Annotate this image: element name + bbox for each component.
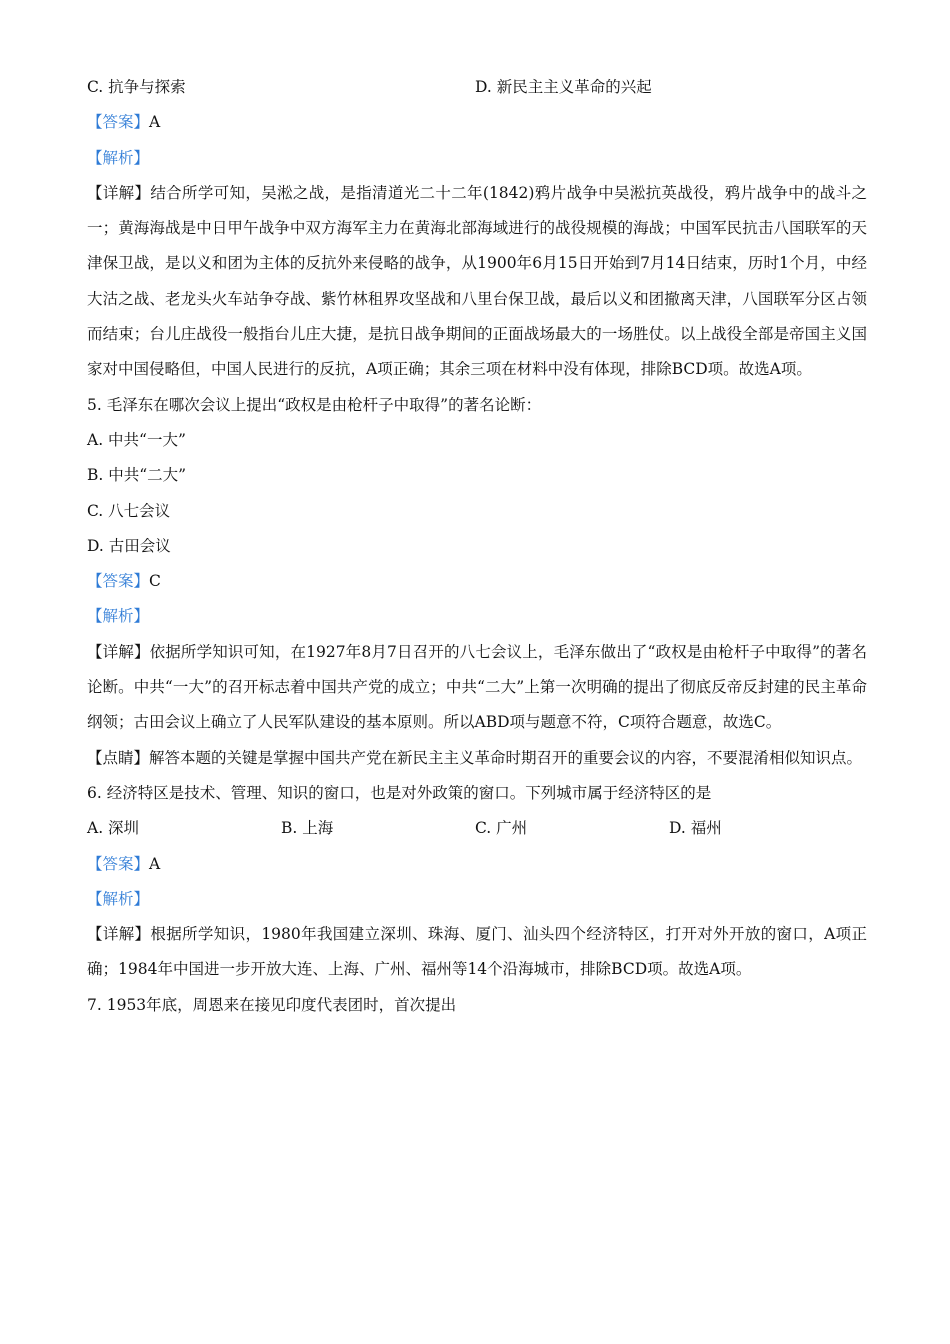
detail-text: 依据所学知识可知，在1927年8月7日召开的八七会议上，毛泽东做出了“政权是由枪杆子中取得”的著名论断。中共“一大”的召开标志着中国共产党的成立；中共“二大”上第一次明确的提出了彻底反帝反封建的民主革命纲领；古田会议上确立了人民军队建设的基本原则。所以ABD项与题意不符，C项符合题意，故选C。	[87, 642, 867, 732]
q6-answer	[87, 847, 867, 882]
q6-stem: 6. 经济特区是技术、管理、知识的窗口，也是对外政策的窗口。下列城市属于经济特区的是	[87, 783, 712, 802]
q6-option-c: C. 广州	[475, 819, 528, 838]
option-d: D. 新民主主义革命的兴起	[475, 78, 652, 96]
q6-option-a: A. 深圳	[87, 819, 140, 838]
q5-option-d: D. 古田会议	[87, 536, 171, 555]
q4-answer	[87, 105, 867, 140]
q5-option-c: C. 八七会议	[87, 501, 171, 520]
q6-detail	[87, 917, 867, 988]
q4-analysis-tag: 【解析】	[87, 148, 150, 167]
detail-tag: 【详解】	[87, 642, 150, 661]
detail-text: 根据所学知识，1980年我国建立深圳、珠海、厦门、汕头四个经济特区，打开对外开放的窗口，A项正确；1984年中国进一步开放大连、上海、广州、福州等14个沿海城市，排除BCD项。故选A项。	[87, 925, 867, 979]
q5-option-a: A. 中共“一大”	[87, 430, 186, 449]
q5-tip	[87, 741, 867, 776]
q5-option-b: B. 中共“二大”	[87, 466, 187, 485]
detail-tag: 【详解】	[87, 925, 151, 944]
q7-stem: 7. 1953年底，周恩来在接见印度代表团时，首次提出	[87, 995, 457, 1014]
q6-option-d: D. 福州	[669, 819, 722, 838]
detail-tag: 【详解】	[87, 183, 151, 202]
q6-option-b: B. 上海	[281, 819, 334, 838]
q6-options	[87, 811, 867, 846]
prev-question-options	[87, 70, 867, 105]
q4-detail	[87, 176, 867, 388]
q5-stem: 5. 毛泽东在哪次会议上提出“政权是由枪杆子中取得”的著名论断：	[87, 395, 542, 414]
q5-detail	[87, 635, 867, 741]
answer-tag: 【答案】	[87, 572, 150, 591]
q5-answer	[87, 564, 867, 599]
tip-text: 解答本题的关键是掌握中国共产党在新民主主义革命时期召开的重要会议的内容，不要混淆相似知识点。	[149, 748, 863, 767]
answer-value: A	[149, 854, 161, 873]
q6-analysis-tag: 【解析】	[87, 889, 150, 908]
option-c: C. 抗争与探索	[87, 78, 186, 96]
tip-tag: 【点睛】	[87, 748, 150, 767]
answer-value: C	[149, 572, 161, 591]
answer-tag: 【答案】	[87, 113, 150, 132]
detail-text: 结合所学可知，吴淞之战，是指清道光二十二年(1842)鸦片战争中吴淞抗英战役，鸦片战争中的战斗之一；黄海海战是中日甲午战争中双方海军主力在黄海北部海域进行的战役规模的海战；中国军民抗击八国联军的天津保卫战，是以义和团为主体的反抗外来侵略的战争，从1900年6月15日开始到7月14日结束，历时1个月，中经大沽之战、老龙头火车站争夺战、紫竹林租界攻坚战和八里台保卫战，最后以义和团撤离天津，八国联军分区占领而结束；台儿庄战役一般指台儿庄大捷，是抗日战争期间的正面战场最大的一场胜仗。以上战役全部是帝国主义国家对中国侵略但，中国人民进行的反抗，A项正确；其余三项在材料中没有体现，排除BCD项。故选A项。	[87, 183, 867, 379]
q5-analysis-tag: 【解析】	[87, 607, 150, 626]
document-page	[87, 70, 867, 1023]
answer-value: A	[149, 113, 161, 132]
answer-tag: 【答案】	[87, 854, 150, 873]
